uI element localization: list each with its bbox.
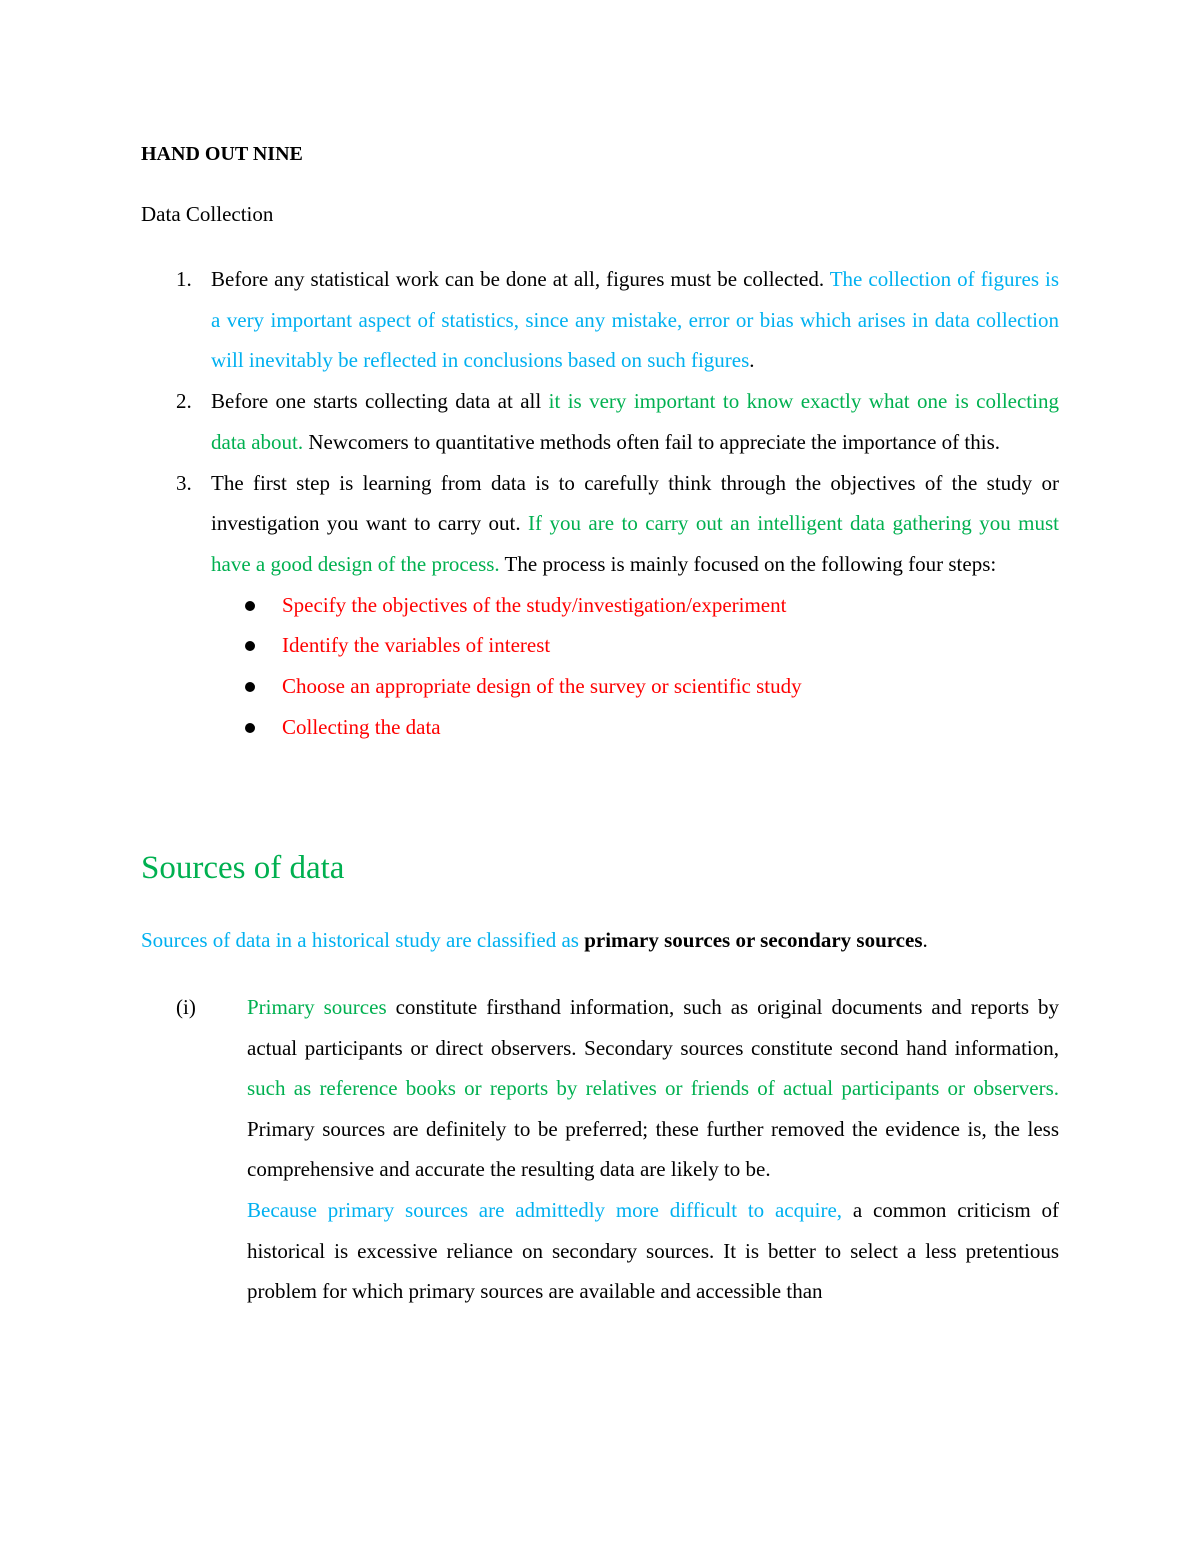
text-run: The first step is learning from data is to carefully think through the objectives of the study or investigation you want to carry out.: [211, 470, 1059, 536]
section-intro: [141, 928, 928, 953]
text-run: Newcomers to quantitative methods often fail to appreciate the importance of this.: [303, 429, 1000, 454]
list-item: [141, 463, 1059, 748]
paragraph: [247, 987, 1059, 1190]
numbered-list: [141, 259, 1059, 747]
text-run: Before any statistical work can be done at all, figures must be collected.: [211, 267, 830, 291]
list-number: 1.: [176, 267, 192, 291]
highlighted-text: The collection of figures is a very important aspect of statistics, since any mistake, error or bias which arises in data collection will inevitably be reflected in conclusions based on such figures: [211, 267, 1059, 373]
bullet-icon: [245, 641, 255, 651]
list-number: 3.: [176, 470, 192, 495]
text-run: a common criticism of historical is excessive reliance on secondary sources. It is better to select a less pretentious problem for which primary sources are available and accessible than: [247, 1197, 1059, 1304]
bullet-text: Identify the variables of interest: [282, 633, 551, 658]
text-run: The process is mainly focused on the following four steps:: [499, 551, 997, 576]
bullet-item: [211, 585, 1059, 626]
intro-lead: Sources of data in a historical study are classified as: [141, 928, 585, 952]
list-item: [141, 987, 1059, 1312]
text-run: constitute firsthand information, such as original documents and reports by actual participants or direct observers. Secondary sources constitute second hand information,: [247, 995, 1060, 1060]
intro-bold: primary sources or secondary sources: [584, 928, 923, 952]
text-run: .: [749, 348, 755, 373]
bullet-icon: [245, 601, 255, 611]
document-title: HAND OUT NINE: [141, 143, 303, 165]
highlighted-text: such as reference books or reports by relatives or friends of actual participants or observers.: [247, 1076, 1059, 1101]
list-number: 2.: [176, 389, 192, 414]
text-run: Before one starts collecting data at all: [211, 389, 549, 414]
highlighted-text: it is very important to know exactly what one is collecting data about.: [211, 389, 1059, 454]
bullet-text: Specify the objectives of the study/investigation/experiment: [282, 592, 787, 617]
list-item: [141, 259, 1059, 381]
list-number: (i): [176, 995, 196, 1019]
bullet-list: [211, 585, 1059, 748]
list-item: [141, 381, 1059, 462]
highlighted-text: Primary sources: [247, 995, 387, 1019]
bullet-icon: [245, 682, 255, 692]
bullet-item: [211, 707, 1059, 748]
bullet-item: [211, 625, 1059, 666]
highlighted-text: Because primary sources are admittedly more difficult to acquire,: [247, 1197, 843, 1222]
bullet-text: Choose an appropriate design of the survey or scientific study: [282, 674, 802, 699]
bullet-item: [211, 666, 1059, 707]
text-run: Primary sources are definitely to be preferred; these further removed the evidence is, the less comprehensive and accurate the resulting data are likely to be.: [247, 1116, 1059, 1182]
bullet-icon: [245, 723, 255, 733]
section-heading: Sources of data: [141, 850, 345, 886]
highlighted-text: If you are to carry out an intelligent data gathering you must have a good design of the process.: [211, 511, 1059, 576]
paragraph: [247, 1190, 1059, 1312]
bullet-text: Collecting the data: [282, 714, 441, 739]
intro-tail: .: [922, 928, 928, 952]
document-subtitle: Data Collection: [141, 202, 274, 226]
roman-list: [141, 987, 1059, 1312]
